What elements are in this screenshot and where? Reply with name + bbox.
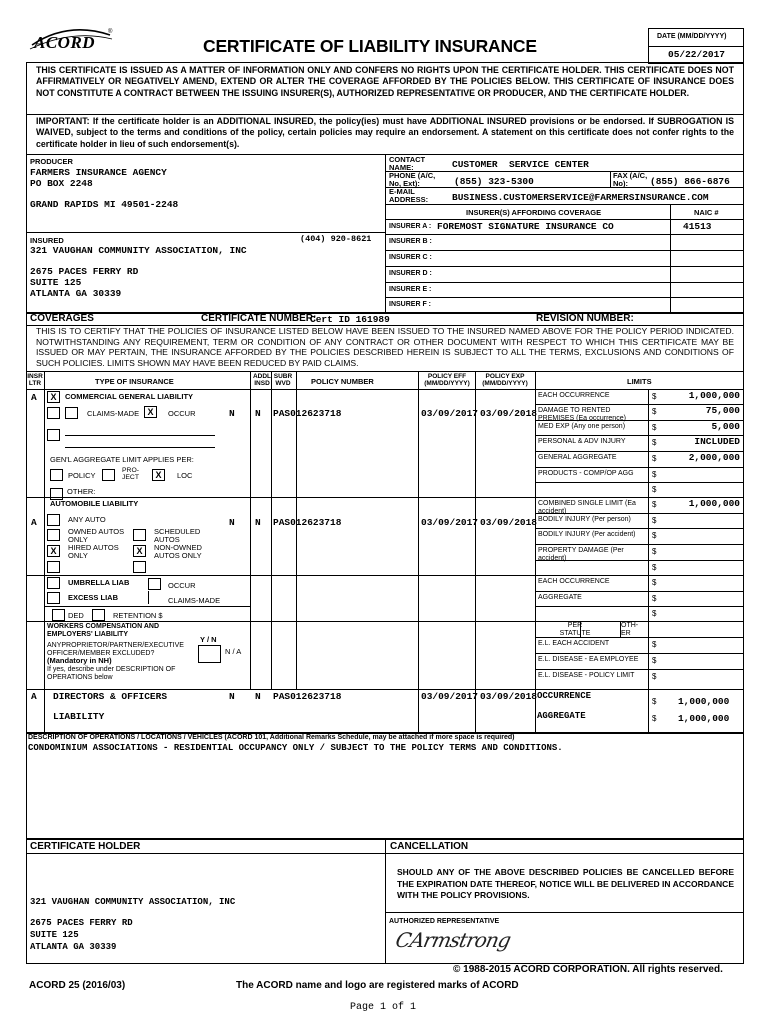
wc-describe: If yes, describe under DESCRIPTION OF OPERATIONS below	[47, 666, 176, 681]
limit-label: GENERAL AGGREGATE	[538, 454, 617, 461]
insurer-name: FOREMOST SIGNATURE INSURANCE CO	[437, 221, 614, 232]
limit-label: E.L. EACH ACCIDENT	[538, 640, 610, 647]
description-label: DESCRIPTION OF OPERATIONS / LOCATIONS / VEHICLES (ACORD 101, Additional Remarks Schedule, may be attached if more space is required)	[28, 734, 515, 741]
gl-other: OTHER:	[67, 487, 96, 496]
producer-line2: PO BOX 2248	[30, 178, 93, 189]
insurer-label: INSURER D :	[389, 270, 432, 277]
claims-made-checkbox[interactable]	[65, 407, 78, 419]
limit-label: DAMAGE TO RENTED PREMISES (Ea occurrence)	[538, 407, 626, 422]
umbrella-checkbox[interactable]	[47, 577, 60, 589]
retention-label: RETENTION $	[113, 611, 163, 620]
scheduled-checkbox[interactable]	[133, 529, 146, 541]
per-statute-label: PER STATUTE	[559, 622, 591, 637]
wc-yn: Y / N	[200, 635, 217, 644]
limit-value: 1,000,000	[688, 390, 740, 401]
logo-text: ACORD	[34, 33, 96, 52]
limit-dollar: $	[652, 531, 657, 540]
auto-title: AUTOMOBILE LIABILITY	[50, 499, 139, 508]
occur-label: OCCUR	[168, 409, 196, 418]
project-checkbox[interactable]	[102, 469, 115, 481]
limit-dollar: $	[652, 423, 657, 432]
insured-line2: 2675 PACES FERRY RD	[30, 266, 139, 277]
insured-label: INSURED	[30, 236, 64, 245]
fax-label: FAX (A/C, No):	[613, 171, 648, 188]
limit-dollar: $	[652, 392, 657, 401]
limit-dollar: $	[652, 500, 657, 509]
ded-label: DED	[68, 611, 84, 620]
wc-yn-box[interactable]	[198, 645, 221, 663]
cancellation-title: CANCELLATION	[390, 841, 469, 852]
hired-checkbox[interactable]: X	[47, 545, 60, 557]
dno-ltr: A	[31, 691, 37, 702]
cancellation-text: SHOULD ANY OF THE ABOVE DESCRIBED POLICIES BE CANCELLED BEFORE THE EXPIRATION DATE THEREOF, NOTICE WILL BE DELIVERED IN ACCORDANCE WITH THE POLICY PROVISIONS.	[397, 867, 734, 900]
limit-dollar: $	[652, 578, 657, 587]
nonowned-label: NON-OWNED AUTOS ONLY	[154, 543, 202, 560]
dno-limit1-value: 1,000,000	[678, 696, 730, 707]
retention-checkbox[interactable]	[92, 609, 105, 621]
policy-checkbox[interactable]	[50, 469, 63, 481]
col-eff: POLICY EFF (MM/DD/YYYY)	[424, 373, 470, 387]
loc-option: LOC	[177, 471, 193, 480]
email-value: BUSINESS.CUSTOMERSERVICE@FARMERSINSURANCE.COM	[452, 192, 709, 203]
excess-label: EXCESS LIAB	[68, 593, 119, 602]
acord-logo: ACORD ®	[28, 27, 114, 53]
gl-exp: 03/09/2018	[480, 408, 538, 419]
limit-label: EACH OCCURRENCE	[538, 578, 610, 585]
contact-name: CUSTOMER SERVICE CENTER	[452, 159, 589, 170]
signature: CArmstrong	[393, 928, 513, 952]
insurer-label: INSURER B :	[389, 238, 432, 245]
limit-label: COMBINED SINGLE LIMIT (Ea accident)	[538, 500, 636, 515]
hired-label: HIRED AUTOS ONLY	[68, 543, 119, 560]
dno-addl: N	[229, 691, 235, 702]
date-label: DATE (MM/DD/YYYY)	[657, 33, 727, 40]
limit-dollar: $	[652, 594, 657, 603]
auto-addl: N	[229, 517, 235, 528]
limit-dollar: $	[652, 609, 657, 618]
insured-line1: 321 VAUGHAN COMMUNITY ASSOCIATION, INC	[30, 245, 247, 256]
phone-label: PHONE (A/C, No, Ext):	[389, 171, 436, 188]
cert-number-value: Cert ID 161989	[310, 314, 390, 325]
cert-number-label: CERTIFICATE NUMBER:	[201, 313, 317, 324]
dno-limit1-label: OCCURRENCE	[537, 691, 592, 701]
claims-made-label: CLAIMS-MADE	[87, 409, 140, 418]
dno-eff: 03/09/2017	[421, 691, 479, 702]
date-value: 05/22/2017	[668, 49, 726, 60]
holder-line3: SUITE 125	[30, 930, 79, 940]
limit-value: 75,000	[705, 405, 740, 416]
limit-label: PRODUCTS - COMP/OP AGG	[538, 470, 634, 477]
gl-ltr: A	[31, 392, 37, 403]
any-auto-label: ANY AUTO	[68, 515, 106, 524]
limit-label: BODILY INJURY (Per accident)	[538, 531, 636, 538]
limit-dollar: $	[652, 454, 657, 463]
insurer-label: INSURER F :	[389, 301, 431, 308]
dno-limit2-value: 1,000,000	[678, 713, 730, 724]
policy-option: POLICY	[68, 471, 96, 480]
auto-exp: 03/09/2018	[480, 517, 538, 528]
gl-title: COMMERCIAL GENERAL LIABILITY	[65, 392, 194, 401]
notice-text: THIS CERTIFICATE IS ISSUED AS A MATTER OF INFORMATION ONLY AND CONFERS NO RIGHTS UPON THE CERTIFICATE HOLDER. THIS CERTIFICATE DOES NOT AFFIRMATIVELY OR NEGATIVELY AMEND, EXTEND OR ALTER THE COVERAGE AFFORDED BY THE POLICIES BELOW. THIS CERTIFICATE OF INSURANCE DOES NOT CONSTITUTE A CONTRACT BETWEEN THE ISSUING INSURER(S), AUTHORIZED REPRESENTATIVE OR PRODUCER, AND THE CERTIFICATE HOLDER.	[36, 65, 734, 98]
holder-line1: 321 VAUGHAN COMMUNITY ASSOCIATION, INC	[30, 897, 236, 907]
producer-label: PRODUCER	[30, 157, 73, 166]
auto-subr: N	[255, 517, 261, 528]
limit-value: 5,000	[711, 421, 740, 432]
page-number: Page 1 of 1	[350, 1002, 417, 1013]
insured-phone: (404) 920-8621	[300, 234, 372, 244]
umbrella-occur-label: OCCUR	[168, 581, 196, 590]
insurer-label: INSURER E :	[389, 286, 432, 293]
coverages-title: COVERAGES	[30, 313, 94, 324]
copyright: © 1988-2015 ACORD CORPORATION. All rights reserved.	[453, 964, 723, 975]
dno-line2: LIABILITY	[53, 711, 105, 722]
scheduled-label: SCHEDULED AUTOS	[154, 527, 201, 544]
claims-made-umb-label: CLAIMS-MADE	[168, 596, 221, 605]
gl-addl: N	[229, 408, 235, 419]
col-subr: SUBR WVD	[273, 373, 293, 387]
nonowned-checkbox[interactable]: X	[133, 545, 146, 557]
trademark: The ACORD name and logo are registered marks of ACORD	[236, 980, 519, 991]
authorized-rep-label: AUTHORIZED REPRESENTATIVE	[389, 918, 500, 925]
gl-subr: N	[255, 408, 261, 419]
phone-value: (855) 323-5300	[454, 176, 534, 187]
limit-dollar: $	[652, 640, 657, 649]
insurer-naic: 41513	[683, 221, 712, 232]
revision-number-label: REVISION NUMBER:	[536, 313, 634, 324]
dno-line1: DIRECTORS & OFFICERS	[53, 691, 168, 702]
holder-title: CERTIFICATE HOLDER	[30, 841, 141, 852]
auto-eff: 03/09/2017	[421, 517, 479, 528]
wc-mandatory: (Mandatory in NH)	[47, 656, 112, 665]
coverage-statement: THIS IS TO CERTIFY THAT THE POLICIES OF INSURANCE LISTED BELOW HAVE BEEN ISSUED TO THE INSURED NAMED ABOVE FOR THE POLICY PERIOD INDICATED. NOTWITHSTANDING ANY REQUIREMENT, TERM OR CONDITION OF ANY CONTRACT OR OTHER DOCUMENT WITH RESPECT TO WHICH THIS CERTIFICATE MAY BE ISSUED OR MAY PERTAIN, THE INSURANCE AFFORDED BY THE POLICIES DESCRIBED HEREIN IS SUBJECT TO ALL THE TERMS, EXCLUSIONS AND CONDITIONS OF SUCH POLICIES. LIMITS SHOWN MAY HAVE BEEN REDUCED BY PAID CLAIMS.	[36, 326, 734, 368]
limit-label: PROPERTY DAMAGE (Per accident)	[538, 547, 624, 562]
dno-exp: 03/09/2018	[480, 691, 538, 702]
producer-line1: FARMERS INSURANCE AGENCY	[30, 167, 167, 178]
producer-line3: GRAND RAPIDS MI 49501-2248	[30, 199, 179, 210]
loc-checkbox[interactable]: X	[152, 469, 165, 481]
gl-checkbox[interactable]: X	[47, 391, 60, 403]
gl-agg-applies: GEN'L AGGREGATE LIMIT APPLIES PER:	[50, 455, 194, 464]
umbrella-label: UMBRELLA LIAB	[68, 578, 130, 587]
insured-line4: ATLANTA GA 30339	[30, 288, 122, 299]
owned-label: OWNED AUTOS ONLY	[68, 527, 125, 544]
auto-ltr: A	[31, 517, 37, 528]
limit-dollar: $	[652, 672, 657, 681]
dno-subr: N	[255, 691, 261, 702]
important-text: IMPORTANT: If the certificate holder is an ADDITIONAL INSURED, the policy(ies) must have ADDITIONAL INSURED provisions or be endorsed. If SUBROGATION IS WAIVED, subject to the terms and conditions of the policy, certain policies may require an endorsement. A statement on this certificate does not confer rights to the certificate holder in lieu of such endorsement(s).	[36, 116, 734, 149]
limit-value: INCLUDED	[694, 436, 740, 447]
insurer-label: INSURER C :	[389, 254, 432, 261]
email-label: E-MAIL ADDRESS:	[389, 187, 429, 204]
auto-policy: PAS012623718	[273, 517, 342, 528]
wc-na: N / A	[225, 647, 242, 656]
col-insr-ltr: INSR LTR	[27, 373, 43, 387]
owned-checkbox[interactable]	[47, 529, 60, 541]
col-type: TYPE OF INSURANCE	[95, 377, 174, 386]
dno-limit2-label: AGGREGATE	[537, 711, 586, 721]
form-number: ACORD 25 (2016/03)	[29, 980, 126, 991]
holder-line4: ATLANTA GA 30339	[30, 942, 117, 952]
page-title: CERTIFICATE OF LIABILITY INSURANCE	[203, 36, 537, 56]
umbrella-occur-checkbox[interactable]	[148, 578, 161, 590]
col-policy: POLICY NUMBER	[311, 377, 374, 386]
limit-label: AGGREGATE	[538, 594, 582, 601]
limit-dollar: $	[652, 485, 657, 494]
limit-label: MED EXP (Any one person)	[538, 423, 626, 430]
occur-checkbox[interactable]: X	[144, 406, 157, 418]
col-limits: LIMITS	[627, 377, 652, 386]
limit-dollar: $	[652, 438, 657, 447]
dno-policy: PAS012623718	[273, 691, 342, 702]
limit-dollar: $	[652, 563, 657, 572]
limit-label: BODILY INJURY (Per person)	[538, 516, 631, 523]
col-exp: POLICY EXP (MM/DD/YYYY)	[482, 373, 528, 387]
limit-label: EACH OCCURRENCE	[538, 392, 610, 399]
ded-checkbox[interactable]	[52, 609, 65, 621]
excess-checkbox[interactable]	[47, 592, 60, 604]
limit-label: PERSONAL & ADV INJURY	[538, 438, 626, 445]
gl-policy: PAS012623718	[273, 408, 342, 419]
limit-dollar: $	[652, 470, 657, 479]
dno-limit1-dollar: $	[652, 697, 657, 706]
limit-value: 2,000,000	[688, 452, 740, 463]
limit-label: E.L. DISEASE - EA EMPLOYEE	[538, 656, 639, 663]
limit-dollar: $	[652, 547, 657, 556]
limit-dollar: $	[652, 656, 657, 665]
wc-proprietor: ANYPROPRIETOR/PARTNER/EXECUTIVE OFFICER/MEMBER EXCLUDED?	[47, 642, 184, 657]
dno-limit2-dollar: $	[652, 714, 657, 723]
other-label: OTH- ER	[621, 622, 639, 637]
insured-line3: SUITE 125	[30, 277, 82, 288]
naic-label: NAIC #	[694, 208, 719, 217]
project-option: PRO- JECT	[122, 467, 139, 481]
holder-line2: 2675 PACES FERRY RD	[30, 918, 133, 928]
limit-value: 1,000,000	[688, 498, 740, 509]
limit-label: E.L. DISEASE - POLICY LIMIT	[538, 672, 635, 679]
description-text: CONDOMINIUM ASSOCIATIONS - RESIDENTIAL OCCUPANCY ONLY / SUBJECT TO THE POLICY TERMS AND CONDITIONS.	[28, 743, 563, 753]
gl-eff: 03/09/2017	[421, 408, 479, 419]
limit-dollar: $	[652, 516, 657, 525]
col-addl: ADDL INSD	[252, 373, 272, 387]
insurer-label: INSURER A :	[389, 223, 432, 230]
limit-dollar: $	[652, 407, 657, 416]
wc-title: WORKERS COMPENSATION AND EMPLOYERS' LIABILITY	[47, 623, 159, 638]
any-auto-checkbox[interactable]	[47, 514, 60, 526]
contact-name-label: CONTACT NAME:	[389, 155, 426, 172]
fax-value: (855) 866-6876	[650, 176, 730, 187]
insurers-heading: INSURER(S) AFFORDING COVERAGE	[466, 208, 602, 217]
